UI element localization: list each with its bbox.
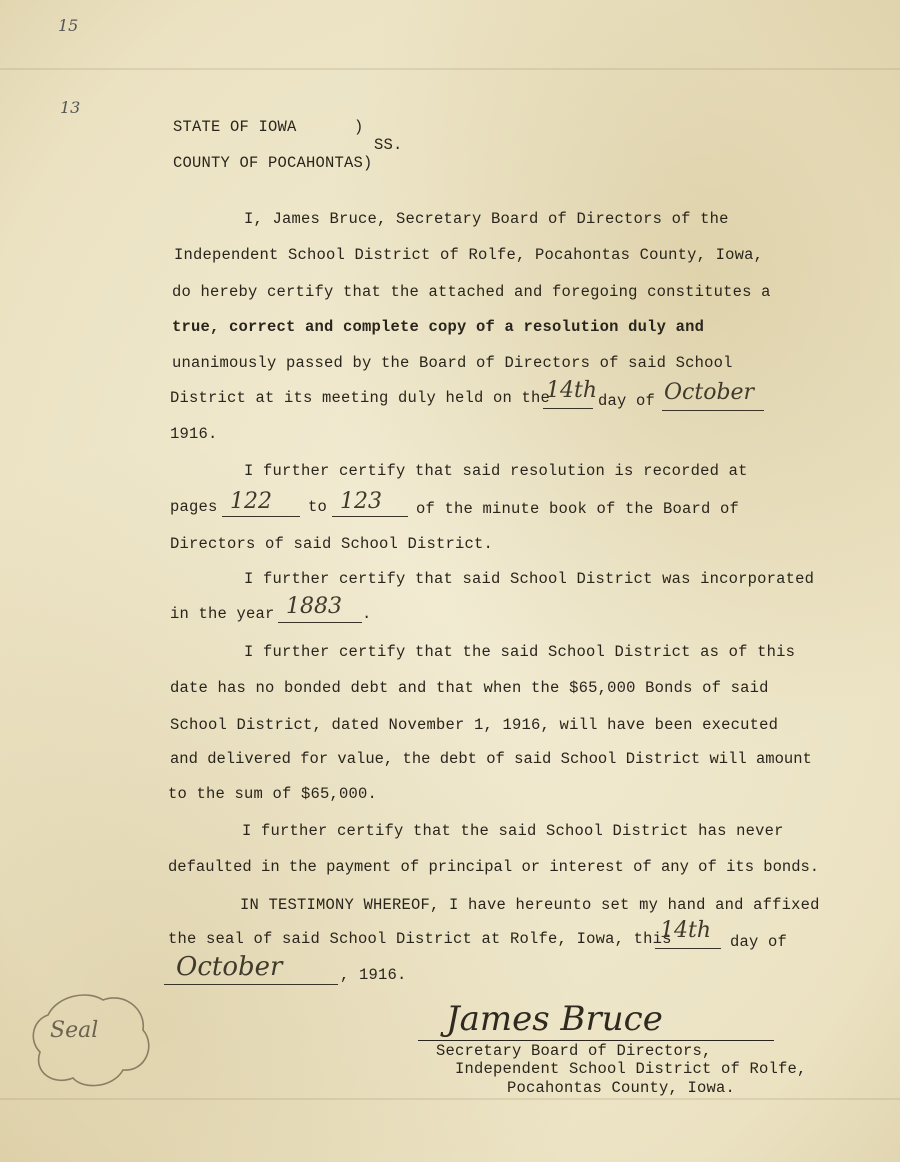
county-line: COUNTY OF POCAHONTAS): [173, 154, 373, 172]
testimony-line2a: the seal of said School District at Rolfe, Iowa, this: [168, 930, 672, 948]
para1-line2: Independent School District of Rolfe, Pocahontas County, Iowa,: [174, 246, 764, 264]
testimony-line1: IN TESTIMONY WHEREOF, I have hereunto set my hand and affixed: [240, 896, 820, 914]
para1-line1: I, James Bruce, Secretary Board of Directors of the: [244, 210, 729, 228]
para5-line2: defaulted in the payment of principal or interest of any of its bonds.: [168, 858, 820, 876]
pages-label: pages: [170, 498, 218, 516]
para3-line1: I further certify that said School District was incorporated: [244, 570, 815, 588]
ss-label: SS.: [374, 136, 403, 154]
handwritten-page-from: 122: [230, 489, 272, 514]
para4-line5: to the sum of $65,000.: [168, 785, 378, 803]
handwritten-testimony-month: October: [176, 952, 283, 982]
page-from-blank: [222, 516, 300, 517]
header-paren: ): [354, 118, 364, 136]
para1-line3: do hereby certify that the attached and foregoing constitutes a: [172, 283, 771, 301]
testimony-month-blank: [164, 984, 338, 985]
handwritten-year: 1883: [286, 594, 342, 619]
testimony-year: , 1916.: [340, 966, 407, 984]
para1-line6a: District at its meeting duly held on the: [170, 389, 551, 407]
para1-line7: 1916.: [170, 425, 218, 443]
handwritten-page-to: 123: [340, 489, 382, 514]
para1-line4: true, correct and complete copy of a resolution duly and: [172, 318, 705, 336]
margin-mark-second: 13: [60, 98, 81, 117]
seal-label: Seal: [50, 1018, 99, 1043]
pages-to: to: [308, 498, 328, 516]
para2-line1: I further certify that said resolution is recorded at: [244, 462, 748, 480]
para4-line3: School District, dated November 1, 1916, will have been executed: [170, 716, 779, 734]
year-blank: [278, 622, 362, 623]
para2-line3: Directors of said School District.: [170, 535, 494, 553]
para2-line2b: of the minute book of the Board of: [416, 500, 740, 518]
handwritten-day: 14th: [546, 378, 598, 403]
signature-line: [418, 1040, 774, 1041]
handwritten-month: October: [664, 380, 755, 405]
handwritten-signature: James Bruce: [446, 999, 663, 1039]
para1-line5: unanimously passed by the Board of Directors of said School: [172, 354, 733, 372]
para5-line1: I further certify that the said School District has never: [242, 822, 784, 840]
day-blank: [543, 408, 593, 409]
para1-dayof: day of: [598, 392, 656, 410]
signature-title-line2: Independent School District of Rolfe,: [455, 1060, 807, 1078]
state-line: STATE OF IOWA: [173, 118, 297, 136]
page-to-blank: [332, 516, 408, 517]
signature-title-line1: Secretary Board of Directors,: [436, 1042, 712, 1060]
paper-fold-top: [0, 68, 900, 70]
para4-line4: and delivered for value, the debt of said School District will amount: [170, 750, 812, 768]
margin-mark-top: 15: [58, 16, 79, 35]
paper-fold-bottom: [0, 1098, 900, 1100]
para4-line2: date has no bonded debt and that when the $65,000 Bonds of said: [170, 679, 769, 697]
para4-line1: I further certify that the said School District as of this: [244, 643, 796, 661]
signature-title-line3: Pocahontas County, Iowa.: [507, 1079, 736, 1097]
testimony-day-blank: [655, 948, 721, 949]
handwritten-testimony-day: 14th: [660, 918, 712, 943]
testimony-dayof: day of: [730, 933, 788, 951]
para3-period: .: [362, 605, 372, 623]
month-blank: [662, 410, 764, 411]
para3-line2a: in the year: [170, 605, 275, 623]
